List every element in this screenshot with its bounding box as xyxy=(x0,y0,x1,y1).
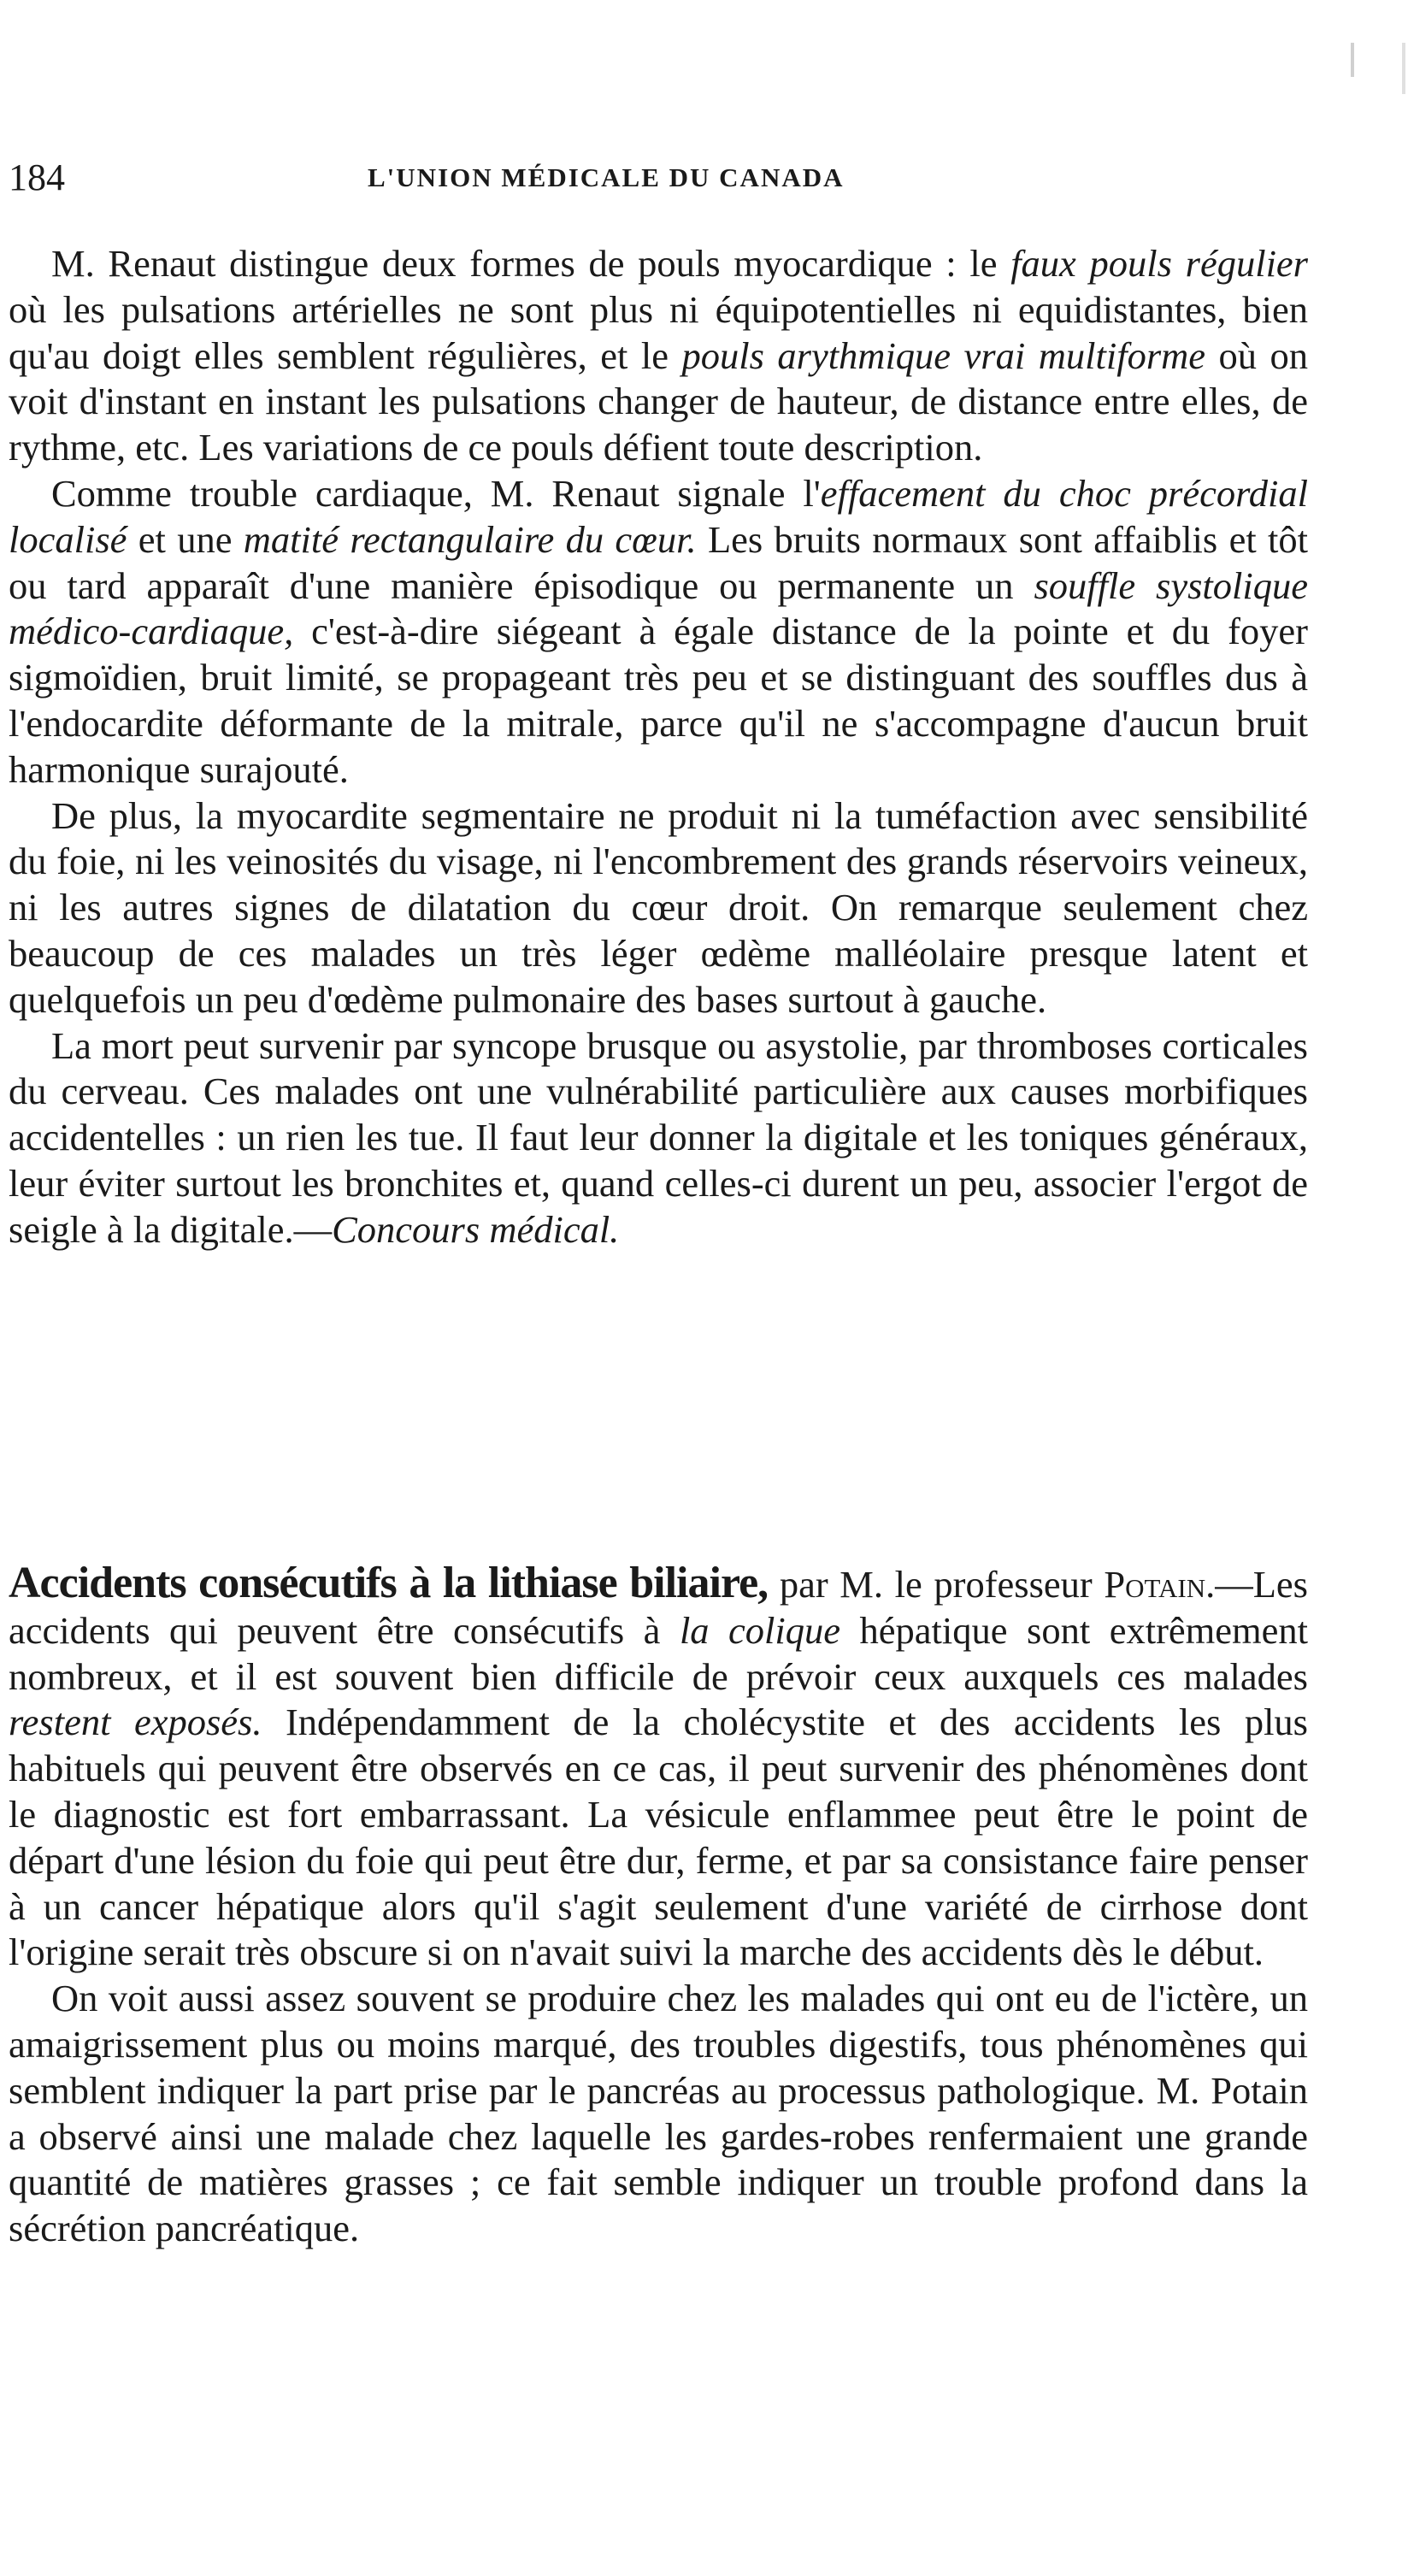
page-number: 184 xyxy=(9,156,65,198)
scan-mark xyxy=(1402,43,1405,94)
text-run: —Les accidents qui peuvent être consécutifs à xyxy=(9,1563,1308,1652)
author-name: Potain. xyxy=(1104,1563,1216,1606)
paragraph xyxy=(9,1560,1308,1976)
text-run: hépatique sont extrêmement nombreux, et il est souvent bien difficile de prévoir ceux auxquels ces malades xyxy=(9,1608,1309,1698)
text-run: La mort peut survenir par syncope brusque ou asystolie, par thromboses corticales du cerveau. Ces malades ont une vulnérabilité particulière aux causes morbifiques accidentelles : un rien les tue. Il faut leur donner la digitale et les toniques généraux, leur éviter surtout les bronchites et, quand celles-ci durent un peu, associer l'ergot de seigle à la digitale.— xyxy=(9,1023,1308,1251)
italic-term: faux pouls régulier xyxy=(1010,242,1308,285)
text-run: où on voit d'instant en instant les pulsations changer de hauteur, de distance entre elles, de rythme, etc. Les variations de ce pouls défient toute description. xyxy=(9,333,1309,469)
text-run: M. Renaut distingue deux formes de pouls myocardique : le xyxy=(51,242,1011,285)
running-head xyxy=(9,152,983,203)
text-run: c'est-à-dire siégeant à égale distance de la pointe et du foyer sigmoïdien, bruit limité, se propageant très peu et se distinguant des souffles dus à l'endocardite déformante de la mitrale, parce qu'il ne s'accompagne d'aucun bruit harmonique surajouté. xyxy=(9,610,1308,791)
italic-term: souffle systolique médico-cardiaque, xyxy=(9,563,1308,653)
italic-term: matité rectangulaire du cœur. xyxy=(243,517,697,561)
italic-term: pouls arythmique vrai multiforme xyxy=(681,333,1206,377)
article-lithiase xyxy=(9,1560,1308,2252)
paragraph: On voit aussi assez souvent se produire chez les malades qui ont eu de l'ictère, un amaigrissement plus ou moins marqué, des troubles digestifs, tous phénomènes qui semblent indiquer la part prise par le pancréas au processus pathologique. M. Potain a observé ainsi une malade chez laquelle les gardes-robes renfermaient une grande quantité de matières grasses ; ce fait semble indiquer un trouble profond dans la sécrétion pancréatique. xyxy=(9,1977,1308,2250)
paragraph xyxy=(9,241,1308,471)
scan-mark xyxy=(1351,43,1354,77)
paragraph: De plus, la myocardite segmentaire ne produit ni la tuméfaction avec sensibilité du foie, ni les veinosités du visage, ni l'encombrement des grands réservoirs veineux, ni les autres signes de dilatation du cœur droit. On remarque seulement chez beaucoup de ces malades un très léger œdème malléolaire presque latent et quelquefois un peu d'œdème pulmonaire des bases surtout à gauche. xyxy=(9,793,1308,1021)
article-myocardite xyxy=(9,241,1308,1253)
paragraph xyxy=(9,1023,1308,1253)
paragraph xyxy=(9,471,1308,793)
text-run: où les pulsations artérielles ne sont plus ni équipotentielles ni equidistantes, bien qu'au doigt elles semblent régulières, et le xyxy=(9,287,1308,377)
text-run: et une xyxy=(127,517,244,561)
source-citation: Concours médical. xyxy=(332,1207,620,1251)
italic-term: restent exposés. xyxy=(9,1701,262,1744)
italic-term: effacement du choc précordial localisé xyxy=(9,471,1308,561)
italic-term: la colique xyxy=(679,1608,841,1652)
byline: par M. le professeur xyxy=(768,1563,1105,1606)
section-title: Accidents consécutifs à la lithiase biliaire, xyxy=(9,1559,769,1607)
text-run: Les bruits normaux sont affaiblis et tôt ou tard apparaît d'une manière épisodique ou permanente un xyxy=(9,517,1308,607)
text-run: Comme trouble cardiaque, M. Renaut signale l' xyxy=(51,471,821,515)
text-run: Indépendamment de la cholécystite et des accidents les plus habituels qui peuvent être observés en ce cas, il peut survenir des phénomènes dont le diagnostic est fort embarrassant. La vésicule enflammee peut être le point de départ d'une lésion du foie qui peut être dur, ferme, et par sa consistance faire penser à un cancer hépatique alors qu'il s'agit seulement d'une variété de cirrhose dont l'origine serait très obscure si on n'avait suivi la marche des accidents dès le début. xyxy=(9,1701,1308,1974)
journal-title: L'UNION MÉDICALE DU CANADA xyxy=(368,162,845,192)
